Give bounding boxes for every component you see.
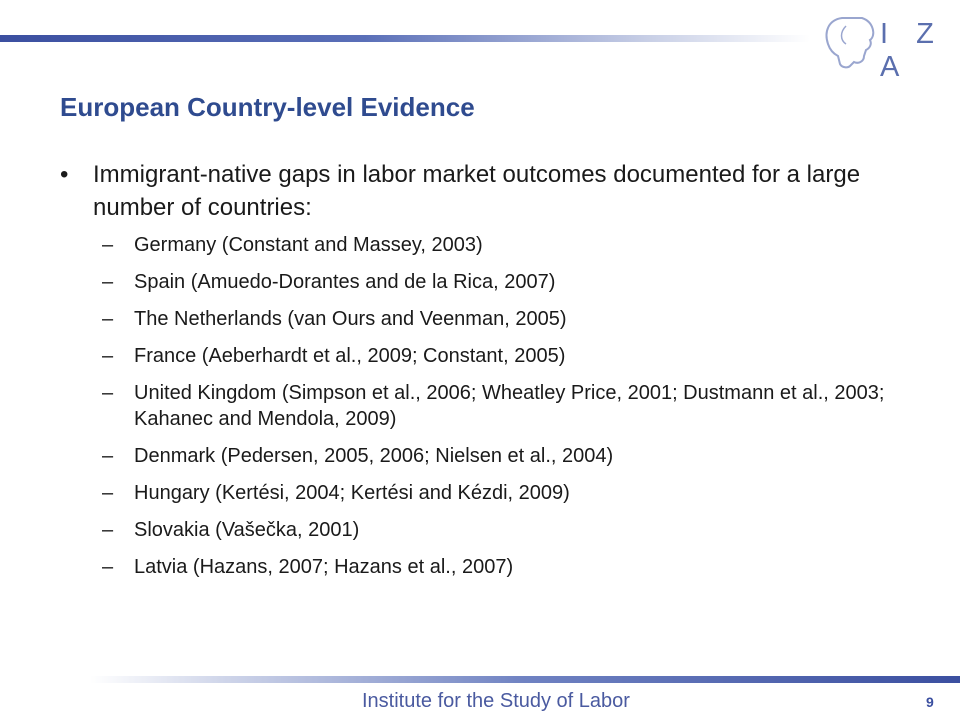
footer-bar [90,676,960,683]
dash-marker: – [102,519,114,541]
bullet-marker: • [60,161,69,188]
list-item [102,443,940,469]
list-item [102,480,940,506]
list-item [102,269,940,295]
list-item-text: Germany (Constant and Massey, 2003) [134,234,483,256]
list-item [102,306,940,332]
country-list [102,232,940,580]
dash-marker: – [102,382,114,404]
list-item-text: Hungary (Kertési, 2004; Kertési and Kézdi, 2009) [134,482,570,504]
list-item [102,554,940,580]
dash-marker: – [102,271,114,293]
dash-marker: – [102,445,114,467]
bullet-text: Immigrant-native gaps in labor market outcomes documented for a large number of countries: [93,161,861,221]
list-item [102,343,940,369]
list-item-text: Latvia (Hazans, 2007; Hazans et al., 2007) [134,556,514,578]
list-item-text: Denmark (Pedersen, 2005, 2006; Nielsen et al., 2004) [134,445,614,467]
dash-marker: – [102,556,114,578]
dash-marker: – [102,308,114,330]
slide-title: European Country-level Evidence [60,92,475,122]
dash-marker: – [102,345,114,367]
list-item [102,380,940,432]
dash-marker: – [102,234,114,256]
list-item-text: The Netherlands (van Ours and Veenman, 2005) [134,308,567,330]
list-item-text: Spain (Amuedo-Dorantes and de la Rica, 2007) [134,271,556,293]
list-item [102,517,940,543]
list-item [102,232,940,258]
logo-wordmark: I Z A [880,18,944,83]
header-bar [0,35,810,42]
page-number: 9 [926,694,934,710]
slide-content [60,158,940,591]
list-item-text: United Kingdom (Simpson et al., 2006; Wheatley Price, 2001; Dustmann et al., 2003; Kahanec and Mendola, 2009) [134,382,885,430]
list-item-text: Slovakia (Vašečka, 2001) [134,519,360,541]
list-item-text: France (Aeberhardt et al., 2009; Constant, 2005) [134,345,566,367]
main-bullet [60,158,940,224]
institute-name: Institute for the Study of Labor [362,690,630,712]
dash-marker: – [102,482,114,504]
